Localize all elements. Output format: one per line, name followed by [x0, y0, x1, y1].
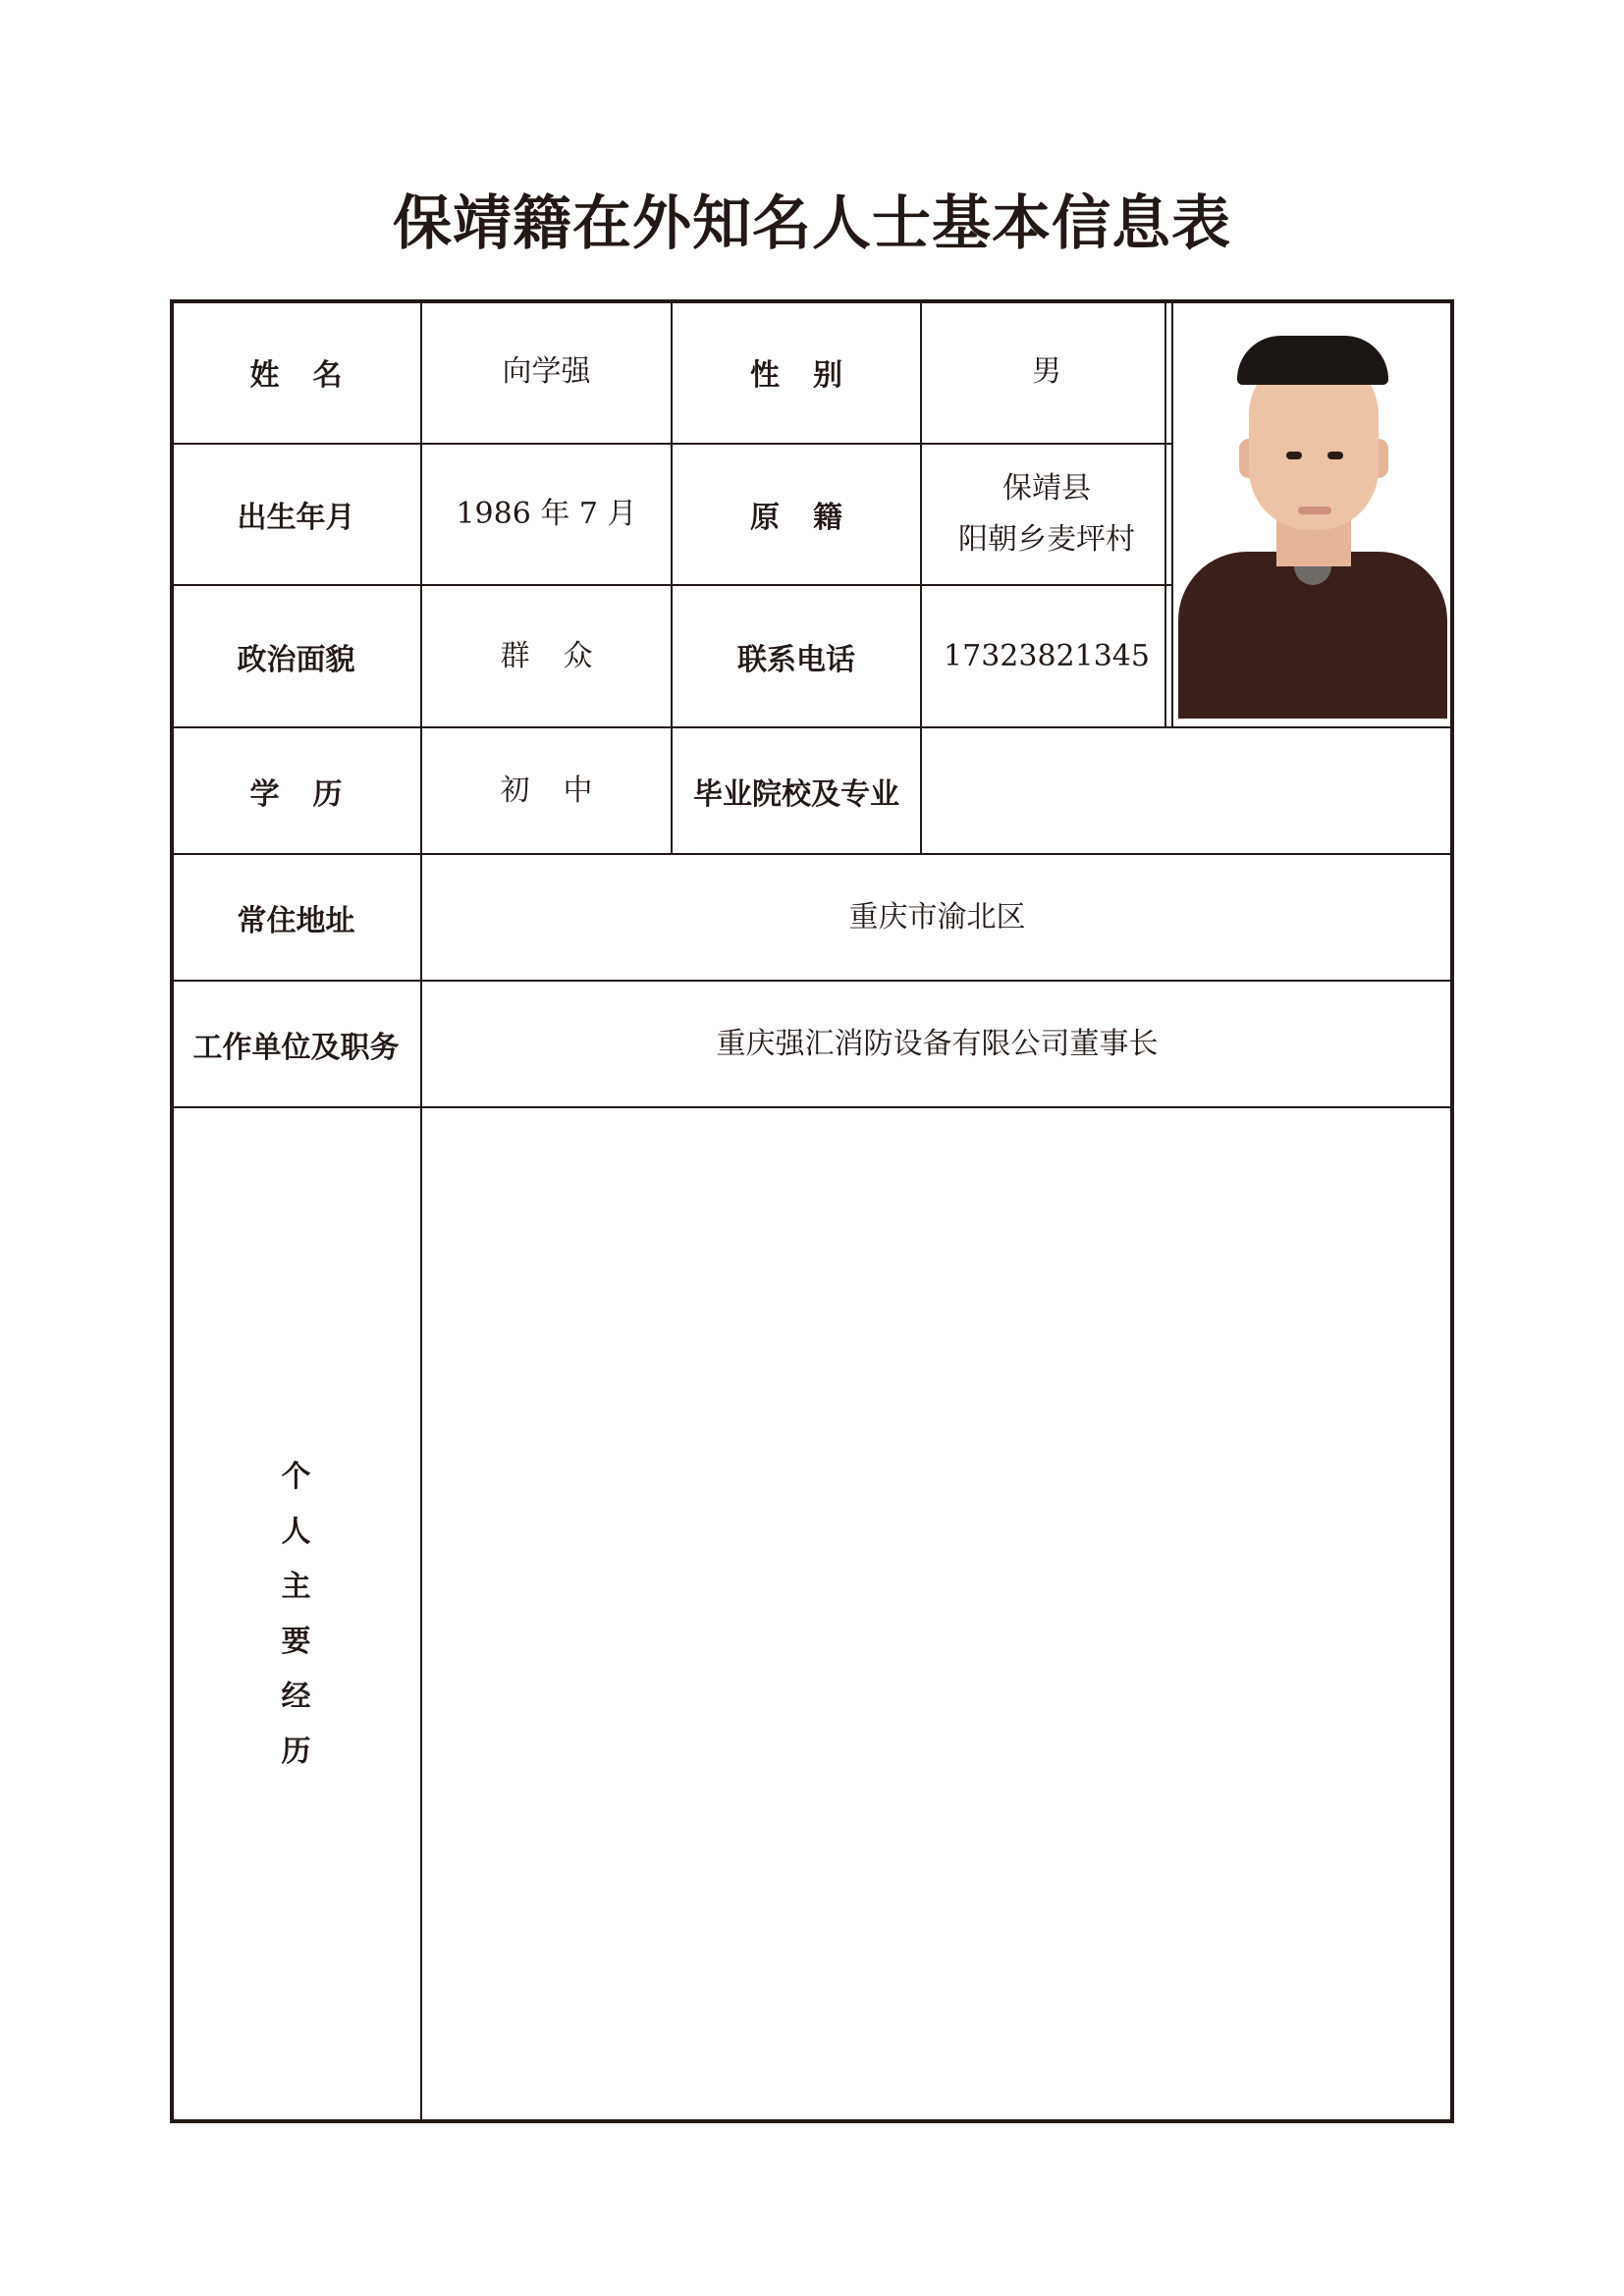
address-value	[420, 853, 1454, 982]
portrait-photo	[1178, 306, 1447, 719]
page-title: 保靖籍在外知名人士基本信息表	[393, 189, 1231, 258]
work-value	[420, 980, 1454, 1108]
origin-county: 保靖县	[1002, 471, 1091, 506]
name-value-text: 向学强	[502, 354, 591, 389]
gender-label	[671, 299, 922, 445]
experience-label	[170, 1106, 422, 2123]
name-label-text: 姓名	[249, 358, 376, 393]
birth-label-text: 出生年月	[237, 501, 355, 535]
work-value-text: 重庆强汇消防设备有限公司董事长	[716, 1026, 1159, 1061]
political-value	[420, 584, 673, 728]
address-label	[170, 853, 422, 982]
political-label-text: 政治面貌	[237, 642, 355, 677]
experience-char: 主	[281, 1570, 311, 1604]
origin-label	[671, 443, 922, 586]
address-label-text: 常住地址	[237, 903, 355, 938]
origin-value	[920, 443, 1173, 586]
birth-label	[170, 443, 422, 586]
photo-hair	[1237, 336, 1388, 385]
birth-value-text: 1986 年 7 月	[456, 497, 637, 531]
origin-village: 阳朝乡麦坪村	[958, 522, 1135, 557]
photo-eye	[1286, 452, 1302, 459]
school-label-text: 毕业院校及专业	[693, 776, 899, 812]
phone-value-text: 17323821345	[944, 638, 1150, 673]
education-value-text: 初中	[500, 773, 626, 808]
origin-label-text: 原籍	[750, 501, 876, 535]
experience-value	[420, 1106, 1454, 2123]
school-label	[671, 726, 922, 855]
education-label-text: 学历	[249, 776, 376, 812]
education-value	[420, 726, 673, 855]
name-value	[420, 299, 673, 445]
experience-char: 人	[281, 1515, 311, 1549]
photo-eye	[1327, 452, 1343, 459]
experience-char: 个	[281, 1460, 311, 1494]
experience-char: 经	[281, 1680, 311, 1714]
school-value	[920, 726, 1454, 855]
experience-char: 历	[281, 1735, 311, 1769]
education-label	[170, 726, 422, 855]
birth-value	[420, 443, 673, 586]
work-label-text: 工作单位及职务	[192, 1030, 400, 1065]
photo-mouth	[1298, 507, 1331, 514]
political-label	[170, 584, 422, 728]
phone-label-text: 联系电话	[737, 642, 855, 677]
experience-char: 要	[281, 1625, 311, 1659]
phone-label	[671, 584, 922, 728]
phone-value	[920, 584, 1173, 728]
name-label	[170, 299, 422, 445]
address-value-text: 重庆市渝北区	[848, 899, 1026, 934]
political-value-text: 群众	[500, 638, 626, 673]
gender-value	[920, 299, 1173, 445]
gender-label-text: 性别	[750, 358, 876, 393]
gender-value-text: 男	[1032, 354, 1061, 389]
work-label	[170, 980, 422, 1108]
